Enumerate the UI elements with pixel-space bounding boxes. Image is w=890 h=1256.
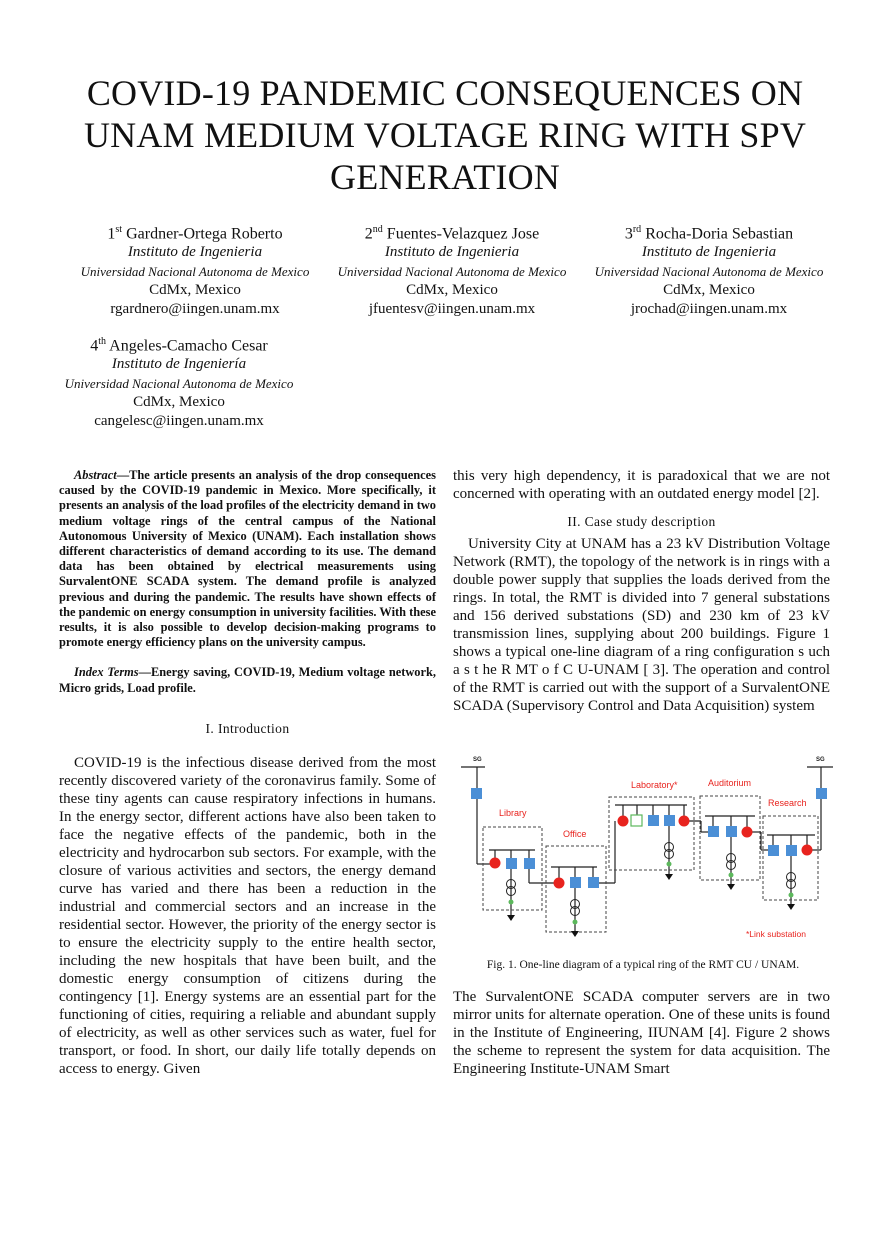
paper-title: COVID-19 PANDEMIC CONSEQUENCES ON UNAM MEDIUM VOLTAGE RING WITH SPV GENERATION	[83, 73, 807, 197]
author-city: CdMx, Mexico	[133, 394, 225, 411]
index-terms-text: —Energy saving, COVID-19, Medium voltage network, Micro grids, Load profile.	[59, 665, 436, 695]
author-name: 1st Gardner-Ortega Roberto	[107, 224, 283, 243]
author-block-2	[317, 220, 587, 319]
author-institute: Instituto de Ingenieria	[641, 244, 777, 261]
sg-left-label: SG	[473, 757, 482, 763]
author-email: jfuentesv@iingen.unam.mx	[368, 301, 536, 318]
section-heading-introduction: I. Introduction	[205, 720, 290, 736]
after-figure-paragraph: The SurvalentONE SCADA computer servers are in two mirror units for alternate operation. One of these units is found in the Institute of Engineering, IIUNAM [4]. Figure 2 shows the scheme to represent the system for data acquisition. The Engineering Institute-UNAM Smart	[453, 989, 830, 1077]
abstract	[59, 468, 436, 650]
figure-caption: Fig. 1. One-line diagram of a typical ring of the RMT CU / UNAM.	[486, 959, 800, 971]
case-study-paragraph: University City at UNAM has a 23 kV Distribution Voltage Network (RMT), the topology of the network is in rings with a double power supply that supplies the loads derived from the rings. In total, the RMT is divided into 7 general substations and 156 derived substations (SD) and 230 km of 23 kV transmission lines, supplying about 200 buildings. Figure 1 shows a typical one-line diagram of a ring configuration s uch a s t he R MT o f C U-UNAM [ 3]. The operation and control of the RMT is carried out with the support of a SurvalentONE SCADA (Supervisory Control and Data Acquisition) system	[453, 536, 830, 714]
author-block-4	[44, 332, 314, 431]
author-city: CdMx, Mexico	[663, 282, 755, 299]
author-university: Universidad Nacional Autonoma de Mexico	[594, 264, 824, 280]
paragraph-continuation: this very high dependency, it is paradoxical that we are not concerned with operating with an outdated energy model [2].	[453, 468, 830, 502]
right-column-top	[453, 467, 830, 715]
author-name: 2nd Fuentes-Velazquez Jose	[364, 224, 540, 243]
link-substation-note: *Link substation	[746, 929, 807, 939]
author-university: Universidad Nacional Autonoma de Mexico	[80, 264, 310, 280]
index-terms-lead: Index Terms	[74, 665, 139, 680]
author-email: rgardnero@iingen.unam.mx	[110, 301, 280, 318]
auditorium-label: Auditorium	[708, 778, 752, 788]
office-label: Office	[563, 829, 587, 839]
abstract-lead: Abstract	[74, 468, 117, 482]
author-city: CdMx, Mexico	[406, 282, 498, 299]
author-name: 3rd Rocha-Doria Sebastian	[624, 224, 794, 243]
author-institute: Instituto de Ingeniería	[111, 356, 247, 373]
author-email: cangelesc@iingen.unam.mx	[94, 413, 264, 430]
author-university: Universidad Nacional Autonoma de Mexico	[64, 376, 294, 392]
author-university: Universidad Nacional Autonoma de Mexico	[337, 264, 567, 280]
left-column	[59, 468, 436, 1078]
introduction-paragraph: COVID-19 is the infectious disease derived from the most recently discovered variety of the coronavirus family. Some of these tiny agents can cause respiratory infections in humans. In the energy sector, different actions have also been taken to face the negative effects of the pandemic, both in the electricity and hydrocarbon sub sectors. For example, with the closure of various activities and sectors, the energy demand curve has varied and there has been a reduction in the industrial and commercial sectors and an increase in the residential sector. However, the priority of the energy sector is to ensure the electricity supply to the entire health sector, including the new hospitals that have been built, and the domestic energy consumption of citizens during the contingency [1]. Energy systems are an essential part for the functioning of cities, requiring a reliable and abundant supply of electricity, as well as other services such as water, fuel for transport, or food. In short, our daily life totally depends on access to energy. Given	[59, 754, 436, 1077]
author-email: jrochad@iingen.unam.mx	[630, 301, 788, 318]
author-institute: Instituto de Ingenieria	[384, 244, 520, 261]
index-terms	[59, 665, 436, 695]
right-column-bottom	[453, 988, 830, 1078]
author-block-3	[574, 220, 844, 319]
author-block-1	[60, 220, 330, 319]
author-name: 4th Angeles-Camacho Cesar	[90, 336, 268, 355]
laboratory-label: Laboratory*	[631, 780, 678, 790]
sg-right-label: SG	[816, 757, 825, 763]
one-line-diagram-figure	[455, 750, 837, 945]
library-label: Library	[499, 808, 527, 818]
author-institute: Instituto de Ingenieria	[127, 244, 263, 261]
section-heading-case-study: II. Case study description	[567, 514, 716, 529]
author-city: CdMx, Mexico	[149, 282, 241, 299]
research-label: Research	[768, 798, 807, 808]
abstract-text: —The article presents an analysis of the drop consequences caused by the COVID-19 pandemic in Mexico. More specifically, it presents an analysis of the load profiles of the electricity demand in two medium voltage rings of the central campus of the National Autonomous University of Mexico (UNAM). Each installation shows different characteristics of demand according to its use. The demand data has been obtained by electrical measurements using SurvalentONE SCADA system. The demand profile is analyzed previous and during the pandemic. The results have shown effects of the pandemic on energy consumption in university facilities. With these results, it is also possible to develop decision-making programs to promote energy efficiency plans on the university campus.	[59, 468, 436, 650]
